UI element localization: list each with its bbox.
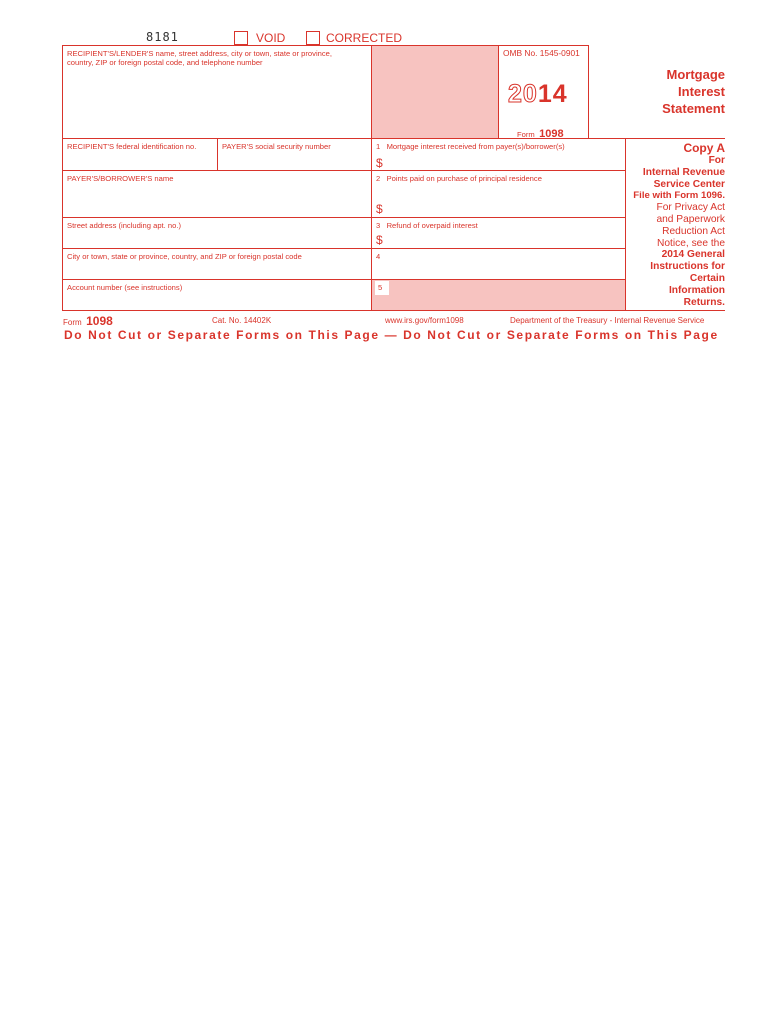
- copy-a-line: For Privacy Act: [656, 202, 725, 214]
- payer-city-field[interactable]: [67, 252, 367, 277]
- payer-name-label: PAYER'S/BORROWER'S name: [67, 174, 174, 183]
- copy-a-line: Notice, see the: [657, 237, 725, 249]
- grid-line: [588, 45, 589, 139]
- copy-a-line: Reduction Act: [662, 225, 725, 237]
- form-title-line3: Statement: [662, 101, 725, 116]
- grid-line: [217, 138, 218, 171]
- recipient-name-address-field[interactable]: [67, 49, 367, 67]
- copy-a-line: 2014 General: [661, 249, 725, 261]
- form-id-footer-prefix: Form: [63, 318, 82, 327]
- box5-field[interactable]: [378, 283, 620, 308]
- copy-a-line: and Paperwork: [656, 213, 725, 225]
- form-title-line1: Mortgage: [666, 67, 725, 82]
- corrected-checkbox[interactable]: [306, 31, 320, 45]
- copy-a-line: Information: [668, 284, 725, 296]
- grid-line: [62, 170, 625, 171]
- copy-a-block: [633, 141, 725, 308]
- copy-a-line: Instructions for: [650, 261, 725, 273]
- recipient-label-line2: country, ZIP or foreign postal code, and telephone number: [67, 58, 263, 67]
- payer-street-field[interactable]: [67, 221, 367, 246]
- payer-name-field[interactable]: [67, 174, 367, 214]
- grid-line: [62, 279, 625, 280]
- copy-a-line: Internal Revenue: [642, 166, 725, 178]
- box1-label: Mortgage interest received from payer(s)/borrower(s): [386, 142, 565, 151]
- recipient-federal-id-field[interactable]: [67, 142, 215, 168]
- grid-line: [498, 45, 499, 139]
- omb-number: OMB No. 1545-0901: [503, 48, 580, 58]
- do-not-cut-warning: Do Not Cut or Separate Forms on This Page — Do Not Cut or Separate Forms on This Page: [64, 328, 719, 342]
- shaded-area-top: [371, 46, 498, 138]
- void-checkbox[interactable]: [234, 31, 248, 45]
- box3-label: Refund of overpaid interest: [386, 221, 478, 230]
- box2-dollar-sign: $: [376, 202, 383, 216]
- copy-a-line: For: [708, 155, 725, 166]
- form-title: [662, 66, 725, 117]
- irs-url: www.irs.gov/form1098: [385, 316, 464, 325]
- recipient-label-line1: RECIPIENT'S/LENDER'S name, street address, city or town, state or province,: [67, 49, 332, 58]
- recipient-federal-id-label: RECIPIENT'S federal identification no.: [67, 142, 197, 151]
- form-id-footer-number: 1098: [86, 314, 113, 328]
- tax-year-suffix: 14: [537, 80, 568, 108]
- box4-number: 4: [376, 252, 381, 261]
- grid-line: [62, 248, 625, 249]
- payer-street-label: Street address (including apt. no.): [67, 221, 181, 230]
- payer-city-label: City or town, state or province, country, and ZIP or foreign postal code: [67, 252, 302, 261]
- form-id-top-prefix: Form: [517, 130, 535, 139]
- box2-label: Points paid on purchase of principal residence: [386, 174, 542, 183]
- box1-number: 1: [376, 142, 381, 151]
- catalog-number: Cat. No. 14402K: [212, 316, 272, 325]
- box5-number: 5: [378, 283, 383, 292]
- form-id-top-number: 1098: [539, 128, 564, 140]
- copy-a-line: Returns.: [683, 296, 725, 308]
- grid-line: [625, 138, 626, 311]
- box1-dollar-sign: $: [376, 156, 383, 170]
- payer-ssn-field[interactable]: [222, 142, 368, 168]
- grid-line: [62, 45, 589, 46]
- form-title-line2: Interest: [678, 84, 725, 99]
- box3-number: 3: [376, 221, 381, 230]
- department-line: Department of the Treasury - Internal Revenue Service: [510, 316, 705, 325]
- copy-a-line: Service Center: [653, 178, 725, 190]
- form-id-top: [517, 124, 564, 142]
- box3-dollar-sign: $: [376, 233, 383, 247]
- box1-field[interactable]: [376, 142, 621, 168]
- payer-ssn-label: PAYER'S social security number: [222, 142, 331, 151]
- grid-line: [62, 217, 625, 218]
- box2-field[interactable]: [376, 174, 621, 214]
- copy-a-line: File with Form 1096.: [633, 190, 725, 202]
- tax-year-prefix: 20: [508, 80, 538, 108]
- account-number-label: Account number (see instructions): [67, 283, 183, 292]
- box2-number: 2: [376, 174, 381, 183]
- copy-a-title: Copy A: [683, 141, 725, 155]
- box3-field[interactable]: [376, 221, 621, 246]
- grid-line: [371, 45, 372, 311]
- corrected-label: CORRECTED: [326, 31, 403, 45]
- tax-year: [508, 80, 568, 109]
- void-label: VOID: [256, 31, 286, 45]
- copy-a-line: Certain: [689, 272, 725, 284]
- account-number-field[interactable]: [67, 283, 367, 308]
- box4-field[interactable]: [376, 252, 621, 277]
- grid-line: [62, 45, 63, 311]
- form-code: 8181: [146, 30, 179, 44]
